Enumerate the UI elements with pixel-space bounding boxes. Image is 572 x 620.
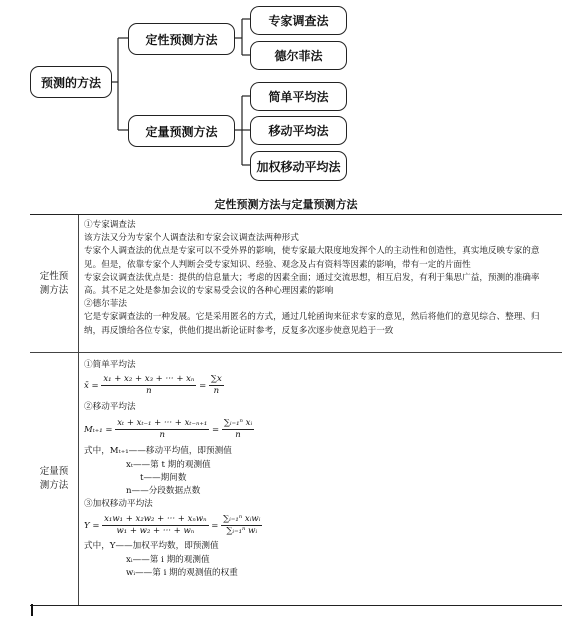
- text-cursor: [31, 604, 33, 616]
- numerator: ∑x: [210, 374, 222, 385]
- weighted-average-title: ③加权移动平均法: [84, 499, 153, 510]
- qualitative-content: [84, 219, 556, 338]
- numerator: x₁ + x₂ + x₃ + ··· + xₙ: [103, 374, 195, 385]
- meeting-survey-text: 专家会议调查法优点是：提供的信息量大；考虑的因素全面；通过交流思想，相互启发，有利于集思广益，预测的准确率高。其不足之处是参加会议的专家易受会议的各种心理因素的影响: [84, 272, 540, 297]
- moving-average-title: ②移动平均法: [84, 402, 136, 413]
- node-expert-survey: 专家调查法: [250, 6, 347, 35]
- individual-survey-text: 专家个人调查法的优点是专家可以不受外界的影响，使专家最大限度地发挥个人的主动性和创造性，真实地反映专家的意见。但是，依靠专家个人判断会受专家知识、经验、观念及占有资料等因素的影响，带有一定的片面性: [84, 246, 540, 270]
- moving-def-1: xₜ——第 t 期的观测值: [126, 459, 211, 470]
- moving-def-0: 式中，Mₜ₊₁——移动平均值，即预测值: [84, 446, 232, 457]
- table-row-quantitative: [30, 353, 562, 605]
- node-quantitative: 定量预测方法: [128, 115, 235, 147]
- node-delphi: 德尔菲法: [250, 41, 347, 70]
- node-qualitative: 定性预测方法: [128, 23, 235, 55]
- weighted-def-2: wᵢ——第 i 期的观测值的权重: [126, 567, 238, 578]
- denominator: w₁ + w₂ + ··· + wₙ: [116, 526, 195, 537]
- expert-survey-intro: 该方法又分为专家个人调查法和专家会议调查法两种形式: [84, 233, 299, 244]
- row-label-quantitative: [30, 353, 79, 605]
- node-simple-average: 简单平均法: [250, 82, 347, 111]
- delphi-text: 它是专家调查法的一种发展。它是采用匿名的方式，通过几轮函询来征求专家的意见，然后将他们的意见综合、整理、归纳，再反馈给各位专家，供他们提出新论证时参考，反复多次逐步使意见趋于一致: [84, 312, 540, 336]
- formula-lhs: Y =: [84, 521, 100, 532]
- numerator: x₁w₁ + x₂w₂ + ··· + xₙwₙ: [104, 514, 207, 525]
- methods-table: [30, 214, 562, 606]
- fraction: [221, 514, 262, 537]
- equals-sign: =: [199, 381, 207, 392]
- quantitative-content: [84, 359, 556, 580]
- formula-lhs: Mₜ₊₁ =: [84, 425, 113, 436]
- numerator: ∑ᵢ₌₁ⁿ xᵢ: [223, 418, 253, 429]
- fraction: [101, 374, 196, 397]
- row-label-text: 定量预测方法: [39, 466, 69, 491]
- fraction: [115, 418, 209, 441]
- row-label-qualitative: [30, 215, 79, 352]
- denominator: n: [235, 430, 241, 441]
- moving-average-formula: [84, 418, 556, 441]
- equals-sign: =: [212, 425, 220, 436]
- expert-survey-title: ①专家调查法: [84, 220, 136, 230]
- simple-average-title: ①简单平均法: [84, 360, 136, 370]
- simple-average-formula: [84, 374, 556, 397]
- denominator: n: [213, 386, 220, 397]
- delphi-title: ②德尔菲法: [84, 299, 127, 310]
- table-row-qualitative: [30, 215, 562, 353]
- moving-def-2: t——期间数: [140, 472, 187, 483]
- fraction: [222, 418, 254, 441]
- weighted-def-0: 式中，Y——加权平均数，即预测值: [84, 541, 219, 552]
- node-root: 预测的方法: [30, 66, 112, 98]
- numerator: ∑ᵢ₌₁ⁿ xᵢwᵢ: [223, 514, 261, 525]
- node-moving-average: 移动平均法: [250, 116, 347, 145]
- formula-lhs: x̄ =: [84, 381, 99, 392]
- fraction: [209, 374, 224, 397]
- weighted-def-1: xᵢ——第 i 期的观测值: [126, 554, 210, 565]
- row-label-text: 定性预测方法: [39, 270, 69, 296]
- denominator: n: [146, 386, 152, 397]
- moving-def-3: n——分段数据点数: [126, 486, 201, 497]
- numerator: xₜ + xₜ₋₁ + ··· + xₜ₋ₙ₊₁: [117, 418, 208, 429]
- table-caption: 定性预测方法与定量预测方法: [214, 198, 358, 211]
- weighted-average-formula: [84, 514, 556, 537]
- denominator: n: [159, 430, 166, 441]
- node-weighted-moving-average: 加权移动平均法: [250, 151, 347, 181]
- equals-sign: =: [211, 521, 219, 532]
- denominator: ∑ᵢ₌₁ⁿ wᵢ: [226, 526, 258, 537]
- fraction: [102, 514, 208, 537]
